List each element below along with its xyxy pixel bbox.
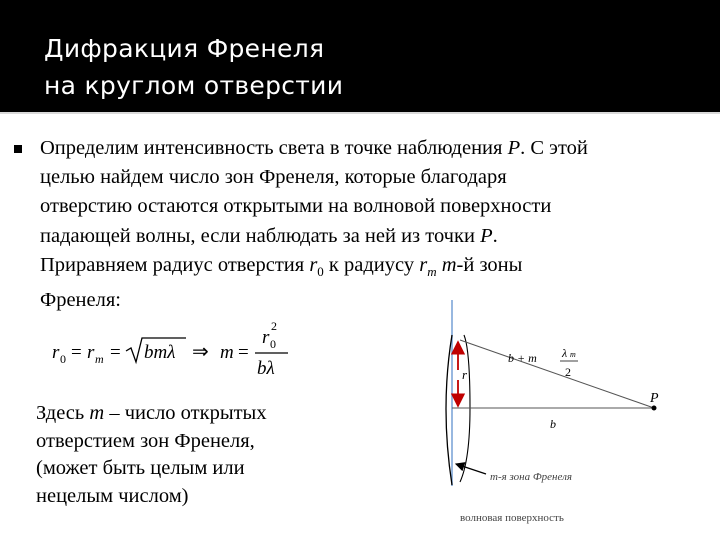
- symbol-m: m: [441, 253, 457, 276]
- bullet-square-icon: [14, 145, 22, 153]
- formula: [52, 318, 314, 384]
- title-line-1: Дифракция Френеля: [44, 34, 325, 63]
- text-run: – число открытых: [104, 402, 267, 424]
- f-num-sub: 0: [270, 337, 276, 351]
- subscript-0: 0: [317, 263, 324, 279]
- fresnel-diagram: [410, 300, 700, 530]
- slide-title: [44, 30, 343, 104]
- label-bm: b + m: [508, 351, 537, 365]
- para-line-2: целью найдем число зон Френеля, которые благодаря: [40, 166, 507, 189]
- f-m: m: [220, 342, 234, 363]
- para-line-3: отверстию остаются открытыми на волновой поверхности: [40, 195, 552, 218]
- note-line-2: отверстием зон Френеля,: [36, 429, 255, 452]
- label-p: P: [650, 391, 659, 406]
- wave-surface-arc: [446, 335, 452, 485]
- f-rm-sub: m: [95, 352, 104, 366]
- symbol-r0: r: [309, 253, 318, 276]
- title-line-2: на круглом отверстии: [44, 71, 344, 100]
- symbol-rm: r: [419, 253, 428, 276]
- f-radicand: bmλ: [144, 342, 176, 363]
- note-line-1: [36, 400, 336, 428]
- para-line-5: [40, 251, 700, 286]
- text-run: . С этой: [520, 137, 588, 159]
- f-num-r: r: [262, 327, 270, 348]
- para-line-1: [40, 134, 700, 163]
- text-run: Определим интенсивность света в точке наблюдения: [40, 137, 508, 159]
- label-zone: m-я зона Френеля: [490, 471, 573, 483]
- text-run: -й зоны: [456, 253, 523, 276]
- subscript-m: m: [427, 263, 437, 279]
- point-p: P: [507, 137, 521, 159]
- label-frac-num: λ: [562, 346, 568, 360]
- f-num-sup: 2: [271, 319, 277, 333]
- symbol-m: m: [89, 402, 105, 424]
- text-run: падающей волны, если наблюдать за ней из точки: [40, 224, 481, 247]
- text-run: Здесь: [36, 402, 90, 424]
- main-paragraph: [40, 134, 700, 315]
- text-run: к радиусу: [323, 253, 420, 276]
- text-run: Приравняем радиус отверстия: [40, 253, 310, 276]
- f-r0-sub: 0: [60, 352, 66, 366]
- note-line-3: (может быть целым или: [36, 457, 245, 479]
- f-rm: r: [87, 342, 95, 363]
- f-eq1: =: [71, 342, 82, 363]
- point-p-dot: [652, 406, 657, 411]
- para-line-6: Френеля:: [40, 289, 121, 312]
- f-den: bλ: [257, 358, 275, 379]
- label-surface: волновая поверхность: [460, 512, 564, 524]
- f-eq3: =: [238, 342, 249, 363]
- title-bar: [0, 0, 720, 112]
- label-frac-sub: m: [570, 350, 576, 359]
- zone-pointer-arrow: [456, 464, 486, 474]
- title-divider: [0, 112, 720, 114]
- label-r: r: [462, 367, 468, 382]
- point-p: P: [480, 224, 493, 247]
- f-eq2: =: [110, 342, 121, 363]
- note-line-4: нецелым числом): [36, 484, 189, 507]
- f-r0: r: [52, 342, 60, 363]
- text-run: .: [492, 224, 498, 247]
- f-implies-arrow: ⇒: [192, 341, 209, 363]
- label-frac-den: 2: [565, 365, 571, 379]
- para-line-4: [40, 222, 700, 251]
- ray-line: [460, 340, 654, 408]
- label-b: b: [550, 417, 556, 431]
- note-paragraph: [36, 400, 336, 510]
